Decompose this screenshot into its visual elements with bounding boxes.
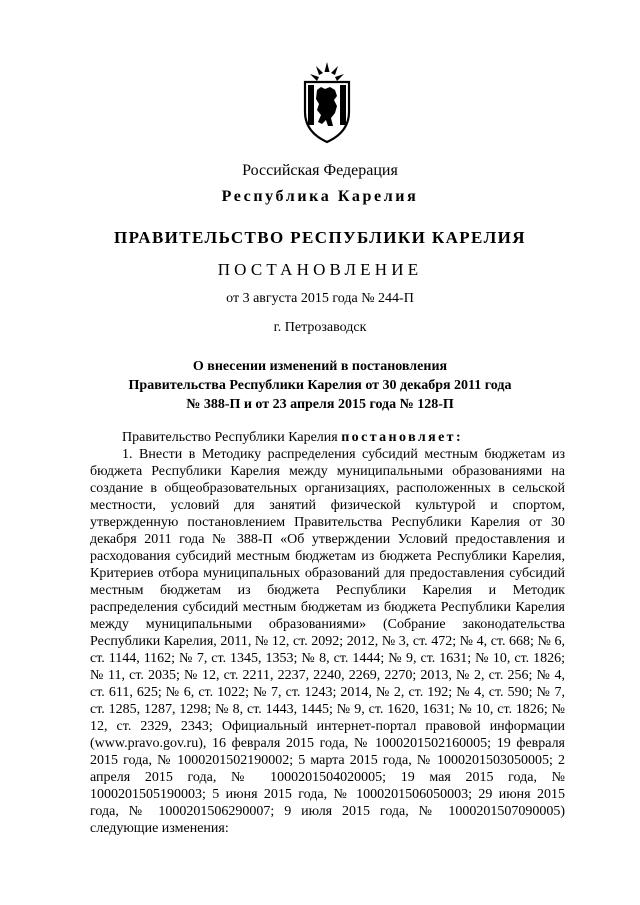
document-title bbox=[0, 357, 640, 414]
intro-paragraph bbox=[90, 429, 565, 446]
country-name: Российская Федерация bbox=[242, 162, 398, 179]
title-line-1: О внесении изменений в постановления bbox=[192, 359, 448, 374]
karelia-coat-of-arms-icon bbox=[297, 60, 357, 144]
paragraph-1: 1. Внести в Методику распределения субсидий местным бюджетам из бюджета Республики Карелия между муниципальными образованиями на создание в общеобразовательных организациях, расположенных в сельской местности, условий для занятий физической культурой и спортом, утвержденную постановлением Правительства Республики Карелия от 30 декабря 2011 года № 388-П «Об утверждении Условий предоставления и расходования субсидий местным бюджетам из бюджета Республики Карелия, Критериев отбора муниципальных образований для предоставления субсидий местным бюджетам из бюджета Республики Карелия и Методик распределения субсидий местным бюджетам из бюджета Республики Карелия между муниципальными образованиями» (Собрание законодательства Республики Карелия, 2011, № 12, ст. 2092; 2012, № 3, ст. 472; № 4, ст. 668; № 6, ст. 1144, 1162; № 7, ст. 1345, 1353; № 8, ст. 1444; № 9, ст. 1631; № 10, ст. 1826; № 11, ст. 2035; № 12, ст. 2211, 2237, 2240, 2269, 2270; 2013, № 2, ст. 256; № 4, ст. 611, 625; № 6, ст. 1022; № 7, ст. 1243; 2014, № 2, ст. 192; № 4, ст. 590; № 7, ст. 1285, 1287, 1298; № 8, ст. 1443, 1445; № 9, ст. 1620, 1631; № 10, ст. 1826; № 12, ст. 2329, 2343; Официальный интернет-портал правовой информации (www.pravo.gov.ru), 16 февраля 2015 года, № 1000201502160005; 19 февраля 2015 года, № 1000201502190002; 5 марта 2015 года, № 1000201503050005; 2 апреля 2015 года, № 1000201504020005; 19 мая 2015 года, № 1000201505190003; 5 июня 2015 года, № 1000201506050003; 29 июня 2015 года, № 1000201506290007; 9 июля 2015 года, № 1000201507090005) следующие изменения: bbox=[90, 447, 565, 836]
title-line-3: № 388-П и от 23 апреля 2015 года № 128-П bbox=[186, 397, 454, 412]
government-name: ПРАВИТЕЛЬСТВО РЕСПУБЛИКИ КАРЕЛИЯ bbox=[114, 228, 526, 247]
document-type: ПОСТАНОВЛЕНИЕ bbox=[217, 260, 423, 279]
republic-name: Республика Карелия bbox=[221, 188, 419, 205]
title-line-2: Правительства Республики Карелия от 30 декабря 2011 года bbox=[128, 378, 512, 393]
document-date-number: от 3 августа 2015 года № 244-П bbox=[226, 291, 414, 306]
document-city: г. Петрозаводск bbox=[273, 320, 367, 335]
intro-text: Правительство Республики Карелия bbox=[122, 430, 342, 445]
intro-resolves: постановляет: bbox=[341, 430, 464, 445]
document-body bbox=[90, 429, 565, 837]
